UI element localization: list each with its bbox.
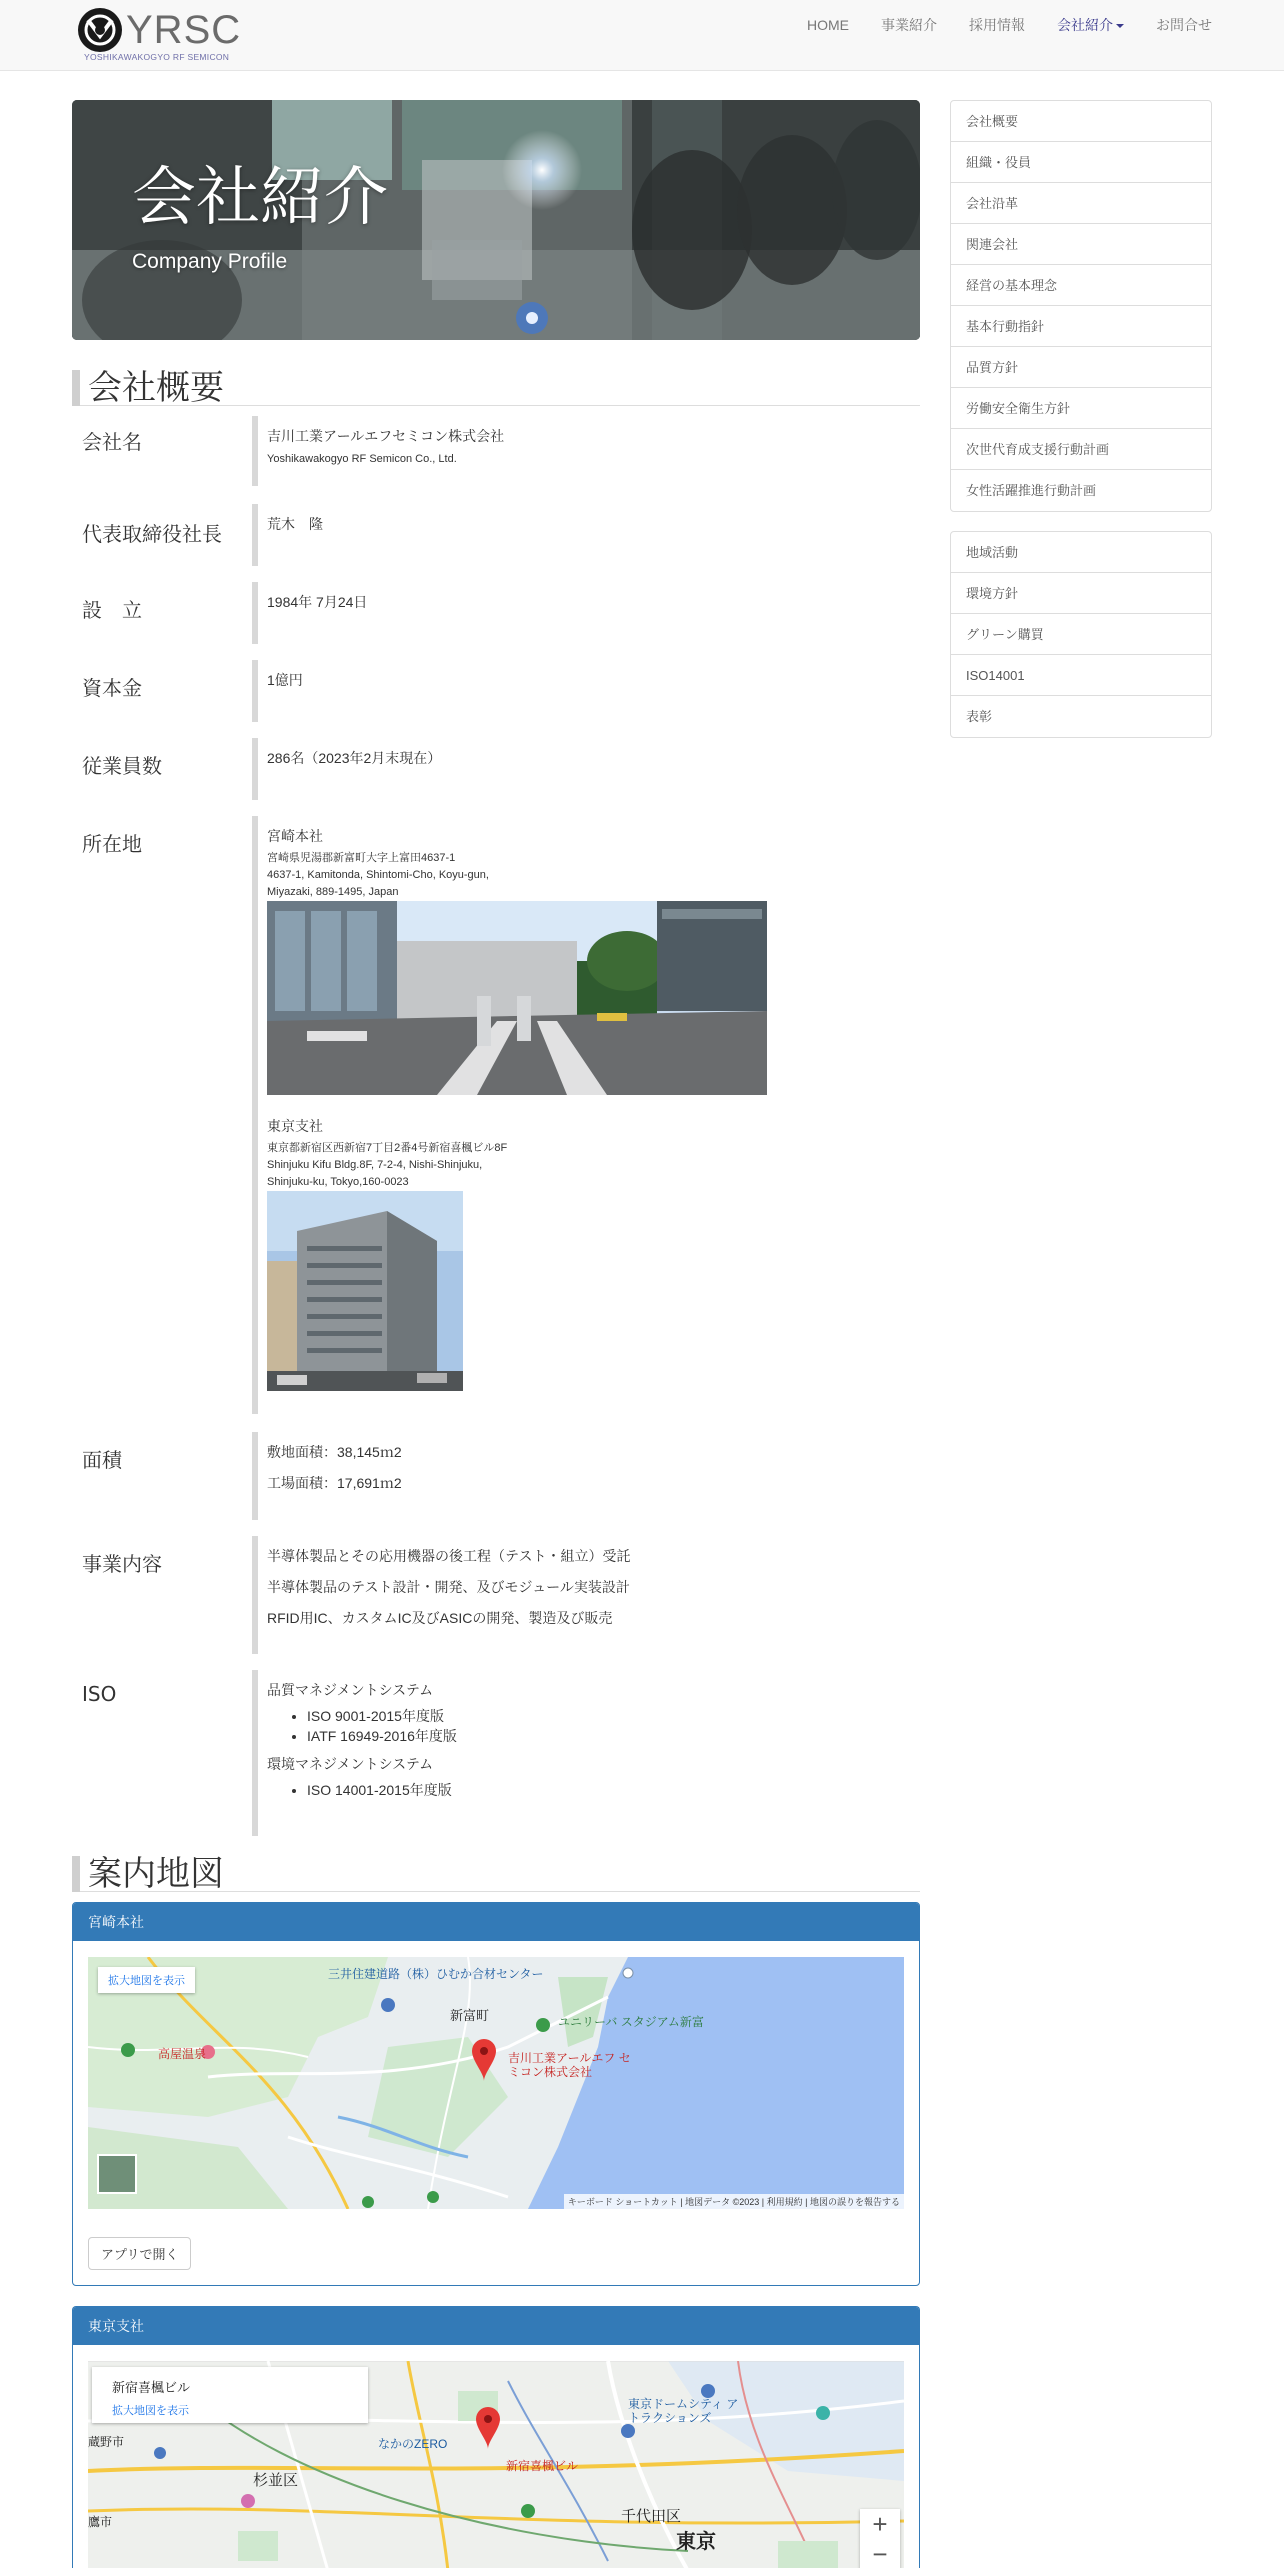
sidebar-item-next-gen-plan[interactable]: 次世代育成支援行動計画	[951, 429, 1211, 470]
row-divider	[252, 1536, 258, 1654]
map-marker-label: 新宿喜楓ビル	[506, 2459, 579, 2473]
map-label-town: 新富町	[450, 2008, 490, 2023]
caret-down-icon	[1116, 24, 1124, 28]
label-area: 面積	[82, 1448, 122, 1472]
row-founded	[72, 582, 920, 644]
capital-value: 1億円	[267, 672, 303, 688]
map-label-city: 蔵野市	[88, 2435, 125, 2449]
map-label-chiyoda: 千代田区	[621, 2508, 682, 2525]
sidebar-item-safety-policy[interactable]: 労働安全衛生方針	[951, 388, 1211, 429]
section-heading-maps	[72, 1856, 920, 1892]
row-divider	[252, 660, 258, 722]
row-divider	[252, 738, 258, 800]
yrsc-logo-icon	[76, 6, 124, 54]
row-area	[72, 1432, 920, 1520]
sidebar-item-philosophy[interactable]: 経営の基本理念	[951, 265, 1211, 306]
tokyo-address-jp: 東京都新宿区西新宿7丁目2番4号新宿喜楓ビル8F	[267, 1142, 508, 1154]
hq-building-photo	[267, 901, 767, 1095]
row-employees	[72, 738, 920, 800]
map-label-tokyo: 東京	[676, 2531, 716, 2553]
sidebar-item-code-of-conduct[interactable]: 基本行動指針	[951, 306, 1211, 347]
hq-address-en-1: 4637-1, Kamitonda, Shintomi-Cho, Koyu-gun,	[267, 869, 489, 881]
tokyo-address-en-1: Shinjuku Kifu Bldg.8F, 7-2-4, Nishi-Shinjuku,	[267, 1159, 483, 1171]
tokyo-title: 東京支社	[267, 1118, 323, 1134]
hero-title: 会社紹介	[132, 161, 388, 235]
list-item: • ISO 14001-2015年度版	[307, 1780, 920, 1800]
sidebar-item-organization[interactable]: 組織・役員	[951, 142, 1211, 183]
row-divider	[252, 582, 258, 644]
tokyo-address-en-2: Shinjuku-ku, Tokyo,160-0023	[267, 1176, 409, 1188]
section-heading-overview	[72, 370, 920, 406]
map-tiles	[88, 1957, 904, 2209]
place-name: 新宿喜楓ビル	[112, 2380, 191, 2395]
map-report-link[interactable]: 地図の誤りを報告する	[809, 2197, 900, 2207]
tokyo-map[interactable]	[88, 2361, 904, 2568]
area-factory: 工場面積：17,691ｍ2	[267, 1475, 402, 1491]
hq-title: 宮崎本社	[267, 828, 323, 844]
map-terms-link[interactable]: 利用規約	[766, 2197, 803, 2207]
section-title: 案内地図	[88, 1854, 224, 1894]
place-card	[92, 2367, 368, 2423]
map-label-onsen: 高屋温泉	[158, 2047, 207, 2061]
hq-address-en-2: Miyazaki, 889-1495, Japan	[267, 886, 399, 898]
sidebar-item-quality-policy[interactable]: 品質方針	[951, 347, 1211, 388]
map-shortcuts-link[interactable]: キーボード ショートカット	[567, 2197, 678, 2207]
zoom-in-icon[interactable]: +	[872, 2509, 888, 2539]
hq-address-jp: 宮崎県児湯郡新富町大字上富田4637-1	[267, 852, 456, 864]
iso-ems-title: 環境マネジメントシステム	[267, 1756, 434, 1772]
nav-business[interactable]: 事業紹介	[881, 17, 937, 33]
company-name-en: Yoshikawakogyo RF Semicon Co., Ltd.	[267, 453, 457, 465]
label-company-name: 会社名	[82, 430, 142, 454]
map-attribution: キーボード ショートカット | 地図データ ©2023 | 利用規約 | 地図の誤りを報告する	[564, 2194, 904, 2209]
map-marker-label: 吉川工業アールエフ セミコン株式会社	[508, 2051, 631, 2079]
business-item: 半導体製品のテスト設計・開発、及びモジュール実装設計	[267, 1579, 630, 1595]
row-business	[72, 1536, 920, 1654]
sidebar-item-overview[interactable]: 会社概要	[951, 101, 1211, 142]
label-location: 所在地	[82, 832, 142, 856]
sidebar-item-environment-policy[interactable]: 環境方針	[951, 573, 1211, 614]
sidebar-item-history[interactable]: 会社沿革	[951, 183, 1211, 224]
label-president: 代表取締役社長	[82, 522, 222, 546]
nav-contact[interactable]: お問合せ	[1156, 17, 1212, 33]
map-label-nakano: なかのZERO	[378, 2437, 448, 2451]
iso-qms-list	[267, 1706, 920, 1746]
top-navbar	[0, 0, 1284, 71]
section-title: 会社概要	[88, 368, 224, 408]
label-iso: ISO	[82, 1682, 117, 1706]
list-item: • IATF 16949-2016年度版	[307, 1726, 920, 1746]
label-capital: 資本金	[82, 676, 142, 700]
iso-ems-list	[267, 1780, 920, 1800]
row-divider	[252, 416, 258, 486]
map-zoom-control	[860, 2509, 900, 2568]
brand-subtitle: YOSHIKAWAKOGYO RF SEMICON	[84, 52, 230, 62]
heading-accent-bar	[72, 1856, 80, 1892]
map-label-stadium: ユニリーバ スタジアム新富	[558, 2015, 704, 2029]
tokyo-building-photo	[267, 1191, 463, 1391]
sidebar-item-affiliates[interactable]: 関連会社	[951, 224, 1211, 265]
sidebar-item-green-purchasing[interactable]: グリーン購買	[951, 614, 1211, 655]
heading-accent-bar	[72, 370, 80, 406]
row-president	[72, 504, 920, 566]
row-divider	[252, 504, 258, 566]
business-item: 半導体製品とその応用機器の後工程（テスト・組立）受託	[267, 1548, 631, 1564]
nav-recruit[interactable]: 採用情報	[969, 17, 1025, 33]
sidebar-item-awards[interactable]: 表彰	[966, 709, 993, 724]
label-employees: 従業員数	[82, 754, 162, 778]
sidebar-item-community[interactable]: 地域活動	[951, 532, 1211, 573]
main-nav	[791, 0, 1212, 50]
map-label-city: 鷹市	[88, 2515, 113, 2529]
employees-value: 286名（2023年2月末現在）	[267, 750, 442, 766]
row-capital	[72, 660, 920, 722]
nav-company-label: 会社紹介	[1057, 17, 1113, 33]
row-divider	[252, 816, 258, 1414]
brand-name: YRSC	[126, 8, 242, 52]
area-site: 敷地面積：38,145ｍ2	[267, 1444, 402, 1460]
label-founded: 設 立	[82, 598, 142, 622]
enlarge-map-link[interactable]: 拡大地図を表示	[98, 1967, 195, 1993]
sidebar-company-menu	[950, 100, 1212, 512]
zoom-out-icon[interactable]: −	[872, 2539, 888, 2568]
map-label-dome: 東京ドームシティ アトラクションズ	[628, 2397, 739, 2425]
nav-company-dropdown[interactable]	[1041, 0, 1140, 50]
founded-date: 1984年 7月24日	[267, 594, 368, 610]
row-divider	[252, 1432, 258, 1520]
row-iso	[72, 1670, 920, 1836]
iso-qms-title: 品質マネジメントシステム	[267, 1682, 434, 1698]
map-label-road: 三井住建道路（株）ひむか合材センター	[328, 1967, 544, 1981]
map-data-credit: 地図データ ©2023	[685, 2197, 760, 2207]
company-name: 吉川工業アールエフセミコン株式会社	[267, 428, 505, 444]
enlarge-map-link[interactable]: 拡大地図を表示	[112, 2405, 189, 2417]
open-in-app-button[interactable]: アプリで開く	[88, 2237, 191, 2270]
brand-logo[interactable]	[76, 6, 256, 68]
hq-map-panel	[72, 1902, 920, 2286]
row-location	[72, 816, 920, 1414]
sidebar-activity-menu	[950, 531, 1212, 738]
label-business: 事業内容	[82, 1552, 162, 1576]
sidebar-item-women-plan[interactable]: 女性活躍推進行動計画	[966, 483, 1097, 498]
sidebar-item-iso14001[interactable]: ISO14001	[951, 655, 1211, 696]
hero-banner	[72, 100, 920, 340]
panel-title: 宮崎本社	[73, 1903, 919, 1941]
president-name: 荒木 隆	[267, 516, 323, 532]
hq-map[interactable]	[88, 1957, 904, 2209]
map-label-suginami: 杉並区	[253, 2472, 299, 2489]
list-item: • ISO 9001-2015年度版	[307, 1706, 920, 1726]
hero-subtitle: Company Profile	[132, 250, 288, 273]
panel-title: 東京支社	[73, 2307, 919, 2345]
row-company-name	[72, 416, 920, 486]
nav-home[interactable]: HOME	[807, 17, 849, 33]
business-item: RFID用IC、カスタムIC及びASICの開発、製造及び販売	[267, 1610, 613, 1626]
row-divider	[252, 1670, 258, 1836]
tokyo-map-panel	[72, 2306, 920, 2568]
